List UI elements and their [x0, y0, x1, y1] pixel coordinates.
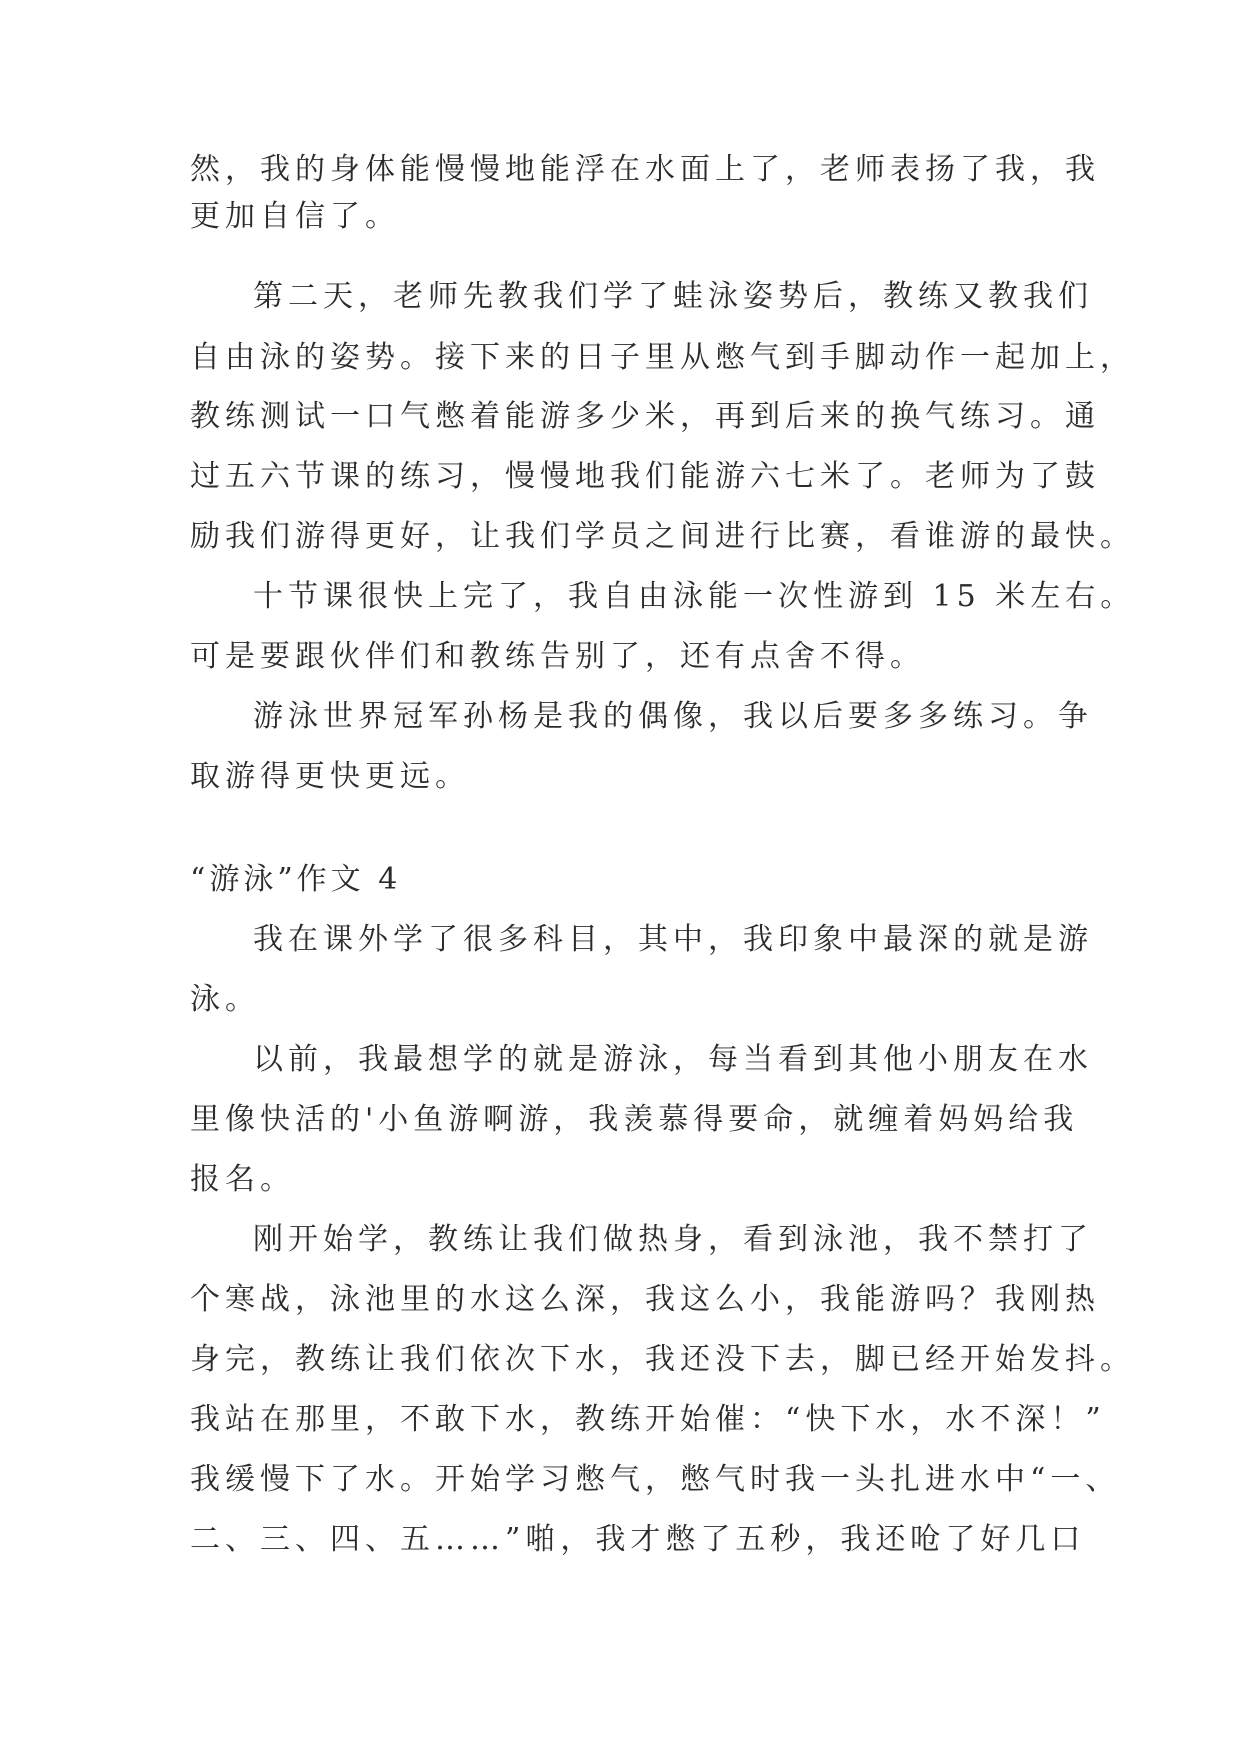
text-line: 取游得更快更远。	[190, 759, 470, 794]
text-line: 二、三、四、五……”啪，我才憋了五秒，我还呛了好几口	[190, 1522, 1086, 1557]
text-line: 教练测试一口气憋着能游多少米，再到后来的换气练习。通	[190, 399, 1100, 434]
paragraph-first-line: 以前，我最想学的就是游泳，每当看到其他小朋友在水	[253, 1042, 1093, 1077]
text-line: 更加自信了。	[190, 199, 400, 234]
section-heading: “游泳”作文 4	[190, 862, 402, 897]
text-line: 里像快活的'小鱼游啊游，我羡慕得要命，就缠着妈妈给我	[190, 1102, 1079, 1137]
paragraph-first-line: 游泳世界冠军孙杨是我的偶像，我以后要多多练习。争	[253, 699, 1093, 734]
text-line: 励我们游得更好，让我们学员之间进行比赛，看谁游的最快。	[190, 519, 1135, 554]
paragraph-first-line: 刚开始学，教练让我们做热身，看到泳池，我不禁打了	[253, 1222, 1093, 1257]
text-line: 自由泳的姿势。接下来的日子里从憋气到手脚动作一起加上，	[190, 340, 1135, 375]
text-line: 我站在那里，不敢下水，教练开始催：“快下水，水不深！”	[190, 1402, 1106, 1437]
text-line: 个寒战，泳池里的水这么深，我这么小，我能游吗？我刚热	[190, 1282, 1100, 1317]
text-line: 过五六节课的练习，慢慢地我们能游六七米了。老师为了鼓	[190, 459, 1100, 494]
text-line: 可是要跟伙伴们和教练告别了，还有点舍不得。	[190, 639, 925, 674]
text-line: 报名。	[190, 1162, 295, 1197]
text-line: 然，我的身体能慢慢地能浮在水面上了，老师表扬了我，我	[190, 152, 1100, 187]
text-line: 我缓慢下了水。开始学习憋气，憋气时我一头扎进水中“一、	[190, 1462, 1121, 1497]
paragraph-first-line: 十节课很快上完了，我自由泳能一次性游到 15 米左右。	[253, 579, 1136, 614]
text-line: 泳。	[190, 982, 260, 1017]
text-line: 身完，教练让我们依次下水，我还没下去，脚已经开始发抖。	[190, 1342, 1135, 1377]
paragraph-first-line: 我在课外学了很多科目，其中，我印象中最深的就是游	[253, 922, 1093, 957]
paragraph-first-line: 第二天，老师先教我们学了蛙泳姿势后，教练又教我们	[253, 279, 1093, 314]
